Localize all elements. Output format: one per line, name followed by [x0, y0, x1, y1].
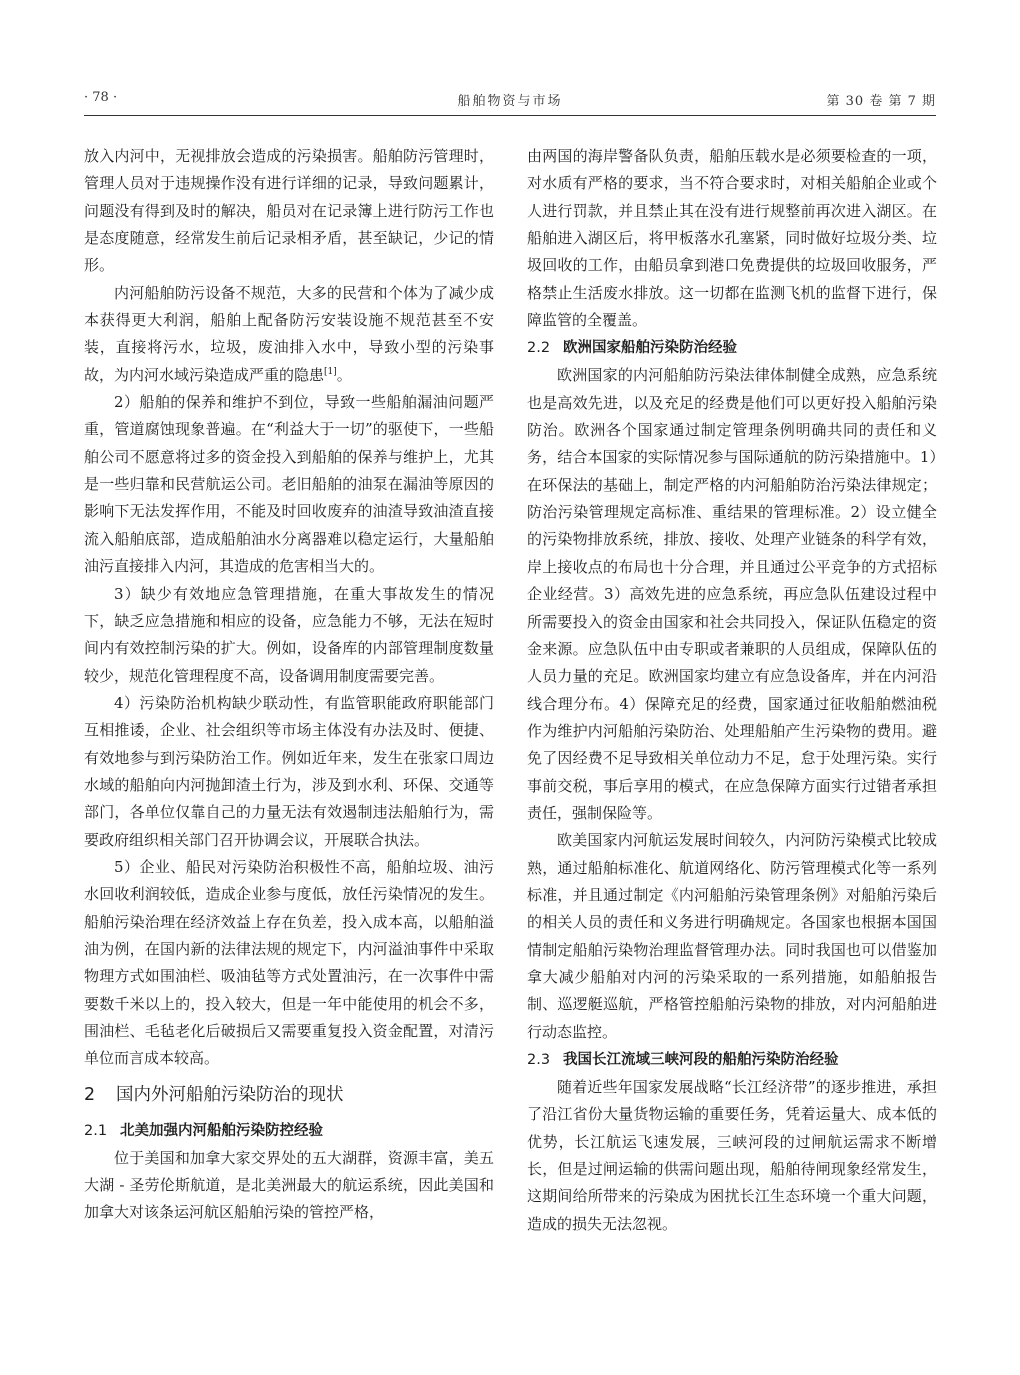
subsection-title: 北美加强内河船舶污染防控经验: [120, 1122, 323, 1139]
journal-title: 船舶物资与市场: [457, 94, 563, 109]
subsection-heading: [527, 334, 937, 362]
paragraph-text: 内河船舶防污设备不规范，大多的民营和个体为了减少成本获得更大利润，船舶上配备防污安装设施不规范甚至不安装，直接将污水，垃圾，废油排入水中，导致小型的污染事故，为内河水域污染造成严重的隐患: [84, 283, 494, 384]
paragraph: 由两国的海岸警备队负责，船舶压载水是必须要检查的一项，对水质有严格的要求，当不符合要求时，对相关船舶企业或个人进行罚款，并且禁止其在没有进行规整前再次进入湖区。在船舶进入湖区后，将甲板落水孔塞紧，同时做好垃圾分类、垃圾回收的工作，由船员拿到港口免费提供的垃圾回收服务，严格禁止生活废水排放。这一切都在监测飞机的监督下进行，保障监管的全覆盖。: [527, 147, 937, 330]
volume-issue: 第 30 卷 第 7 期: [826, 94, 936, 109]
paragraph: 欧洲国家的内河船舶防污染法律体制健全成熟，应急系统也是高效先进，以及充足的经费是他们可以更好投入船舶污染防治。欧洲各个国家通过制定管理条例明确共同的责任和义务，结合本国家的实际情况参与国际通航的防污染措施中。1）在环保法的基础上，制定严格的内河船舶防治污染法律规定；防治污染管理规定高标准、重结果的管理标准。2）设立健全的污染物排放系统，排放、接收、处理产业链条的科学有效，岸上接收点的布局也十分合理，并且通过公平竞争的方式招标企业经营。3）高效先进的应急系统，再应急队伍建设过程中所需要投入的资金由国家和社会共同投入，保证队伍稳定的资金来源。应急队伍中由专职或者兼职的人员组成，保障队伍的人员力量的充足。欧洲国家均建立有应急设备库，并在内河沿线合理分布。4）保障充足的经费，国家通过征收船舶燃油税作为维护内河船舶污染防治、处理船舶产生污染物的费用。避免了因经费不足导致相关单位动力不足，怠于处理污染。实行事前交税，事后享用的模式，在应急保障方面实行过错者承担责任，强制保险等。: [527, 366, 937, 822]
paragraph: 欧美国家内河航运发展时间较久，内河防污染模式比较成熟，通过船舶标准化、航道网络化、防污管理模式化等一系列标准，并且通过制定《内河船舶污染管理条例》对船舶污染后的相关人员的责任和义务进行明确规定。各国家也根据本国国情制定船舶污染物治理监督管理办法。同时我国也可以借鉴加拿大减少船舶对内河的污染采取的一系列措施，如船舶报告制、巡逻艇巡航，严格管控船舶污染物的排放，对内河船舶进行动态监控。: [527, 831, 937, 1041]
subsection-number: 2.2: [527, 340, 551, 357]
paragraph: 放入内河中，无视排放会造成的污染损害。船舶防污管理时，管理人员对于违规操作没有进行详细的记录，导致问题累计，问题没有得到及时的解决，船员对在记录簿上进行防污工作也是态度随意，经常发生前后记录相矛盾，甚至缺记，少记的情形。: [84, 147, 494, 275]
paragraph: 2）船舶的保养和维护不到位，导致一些船舶漏油问题严重，管道腐蚀现象普遍。在“利益大于一切”的驱使下，一些船舶公司不愿意将过多的资金投入到船舶的保养与维护上，尤其是一些归靠和民营航运公司。老旧船舶的油泵在漏油等原因的影响下无法发挥作用，不能及时回收废弃的油渣导致油渣直接流入船舶底部，造成船舶油水分离器难以稳定运行，大量船舶油污直接排入内河，其造成的危害相当大的。: [84, 393, 494, 576]
header-rule: [84, 115, 936, 116]
subsection-heading: [84, 1117, 494, 1145]
subsection-heading: [527, 1046, 937, 1074]
citation-ref: [1]: [324, 366, 337, 377]
section-number: 2: [84, 1084, 96, 1105]
left-column: [84, 143, 494, 1227]
paragraph: [84, 280, 494, 389]
subsection-number: 2.3: [527, 1052, 551, 1068]
right-column: [527, 143, 937, 1238]
paragraph: 3）缺少有效地应急管理措施，在重大事故发生的情况下，缺乏应急措施和相应的设备，应急能力不够，无法在短时间内有效控制污染的扩大。例如，设备库的内部管理制度数量较少，规范化管理程度不高，设备调用制度需要完善。: [84, 584, 494, 685]
subsection-number: 2.1: [84, 1122, 108, 1139]
subsection-title: 我国长江流域三峡河段的船舶污染防治经验: [563, 1052, 839, 1068]
paragraph-end: 。: [336, 365, 352, 384]
paragraph: 位于美国和加拿大家交界处的五大湖群，资源丰富，美五大湖 - 圣劳伦斯航道，是北美洲最大的航运系统，因此美国和加拿大对该条运河航区船舶污染的管控严格，: [84, 1148, 494, 1222]
section-heading: [84, 1073, 494, 1117]
section-title: 国内外河船舶污染防治的现状: [116, 1084, 344, 1105]
paragraph: 随着近些年国家发展战略“长江经济带”的逐步推进，承担了沿江省份大量货物运输的重要任务，凭着运量大、成本低的优势，长江航运飞速发展，三峡河段的过闸航运需求不断增长，但是过闸运输的供需问题出现，船舶待闸现象经常发生，这期间给所带来的污染成为困扰长江生态环境一个重大问题，造成的损失无法忽视。: [527, 1078, 937, 1233]
paragraph: 4）污染防治机构缺少联动性，有监管职能政府职能部门互相推诿，企业、社会组织等市场主体没有办法及时、便捷、有效地参与到污染防治工作。例如近年来，发生在张家口周边水域的船舶向内河抛卸渣土行为，涉及到水利、环保、交通等部门，各单位仅靠自己的力量无法有效遏制违法船舶行为，需要政府组织相关部门召开协调会议，开展联合执法。: [84, 693, 494, 849]
subsection-title: 欧洲国家船舶污染防治经验: [563, 340, 737, 357]
page-number: · 78 ·: [84, 90, 118, 105]
paragraph: 5）企业、船民对污染防治积极性不高，船舶垃圾、油污水回收利润较低，造成企业参与度低，放任污染情况的发生。船舶污染治理在经济效益上存在负差，投入成本高，以船舶溢油为例，在国内新的法律法规的规定下，内河溢油事件中采取物理方式如围油栏、吸油毡等方式处置油污，在一次事件中需要数千米以上的，投入较大，但是一年中能使用的机会不多，围油栏、毛毡老化后破损后又需要重复投入资金配置，对清污单位而言成本较高。: [84, 857, 494, 1068]
running-header: [84, 86, 936, 112]
